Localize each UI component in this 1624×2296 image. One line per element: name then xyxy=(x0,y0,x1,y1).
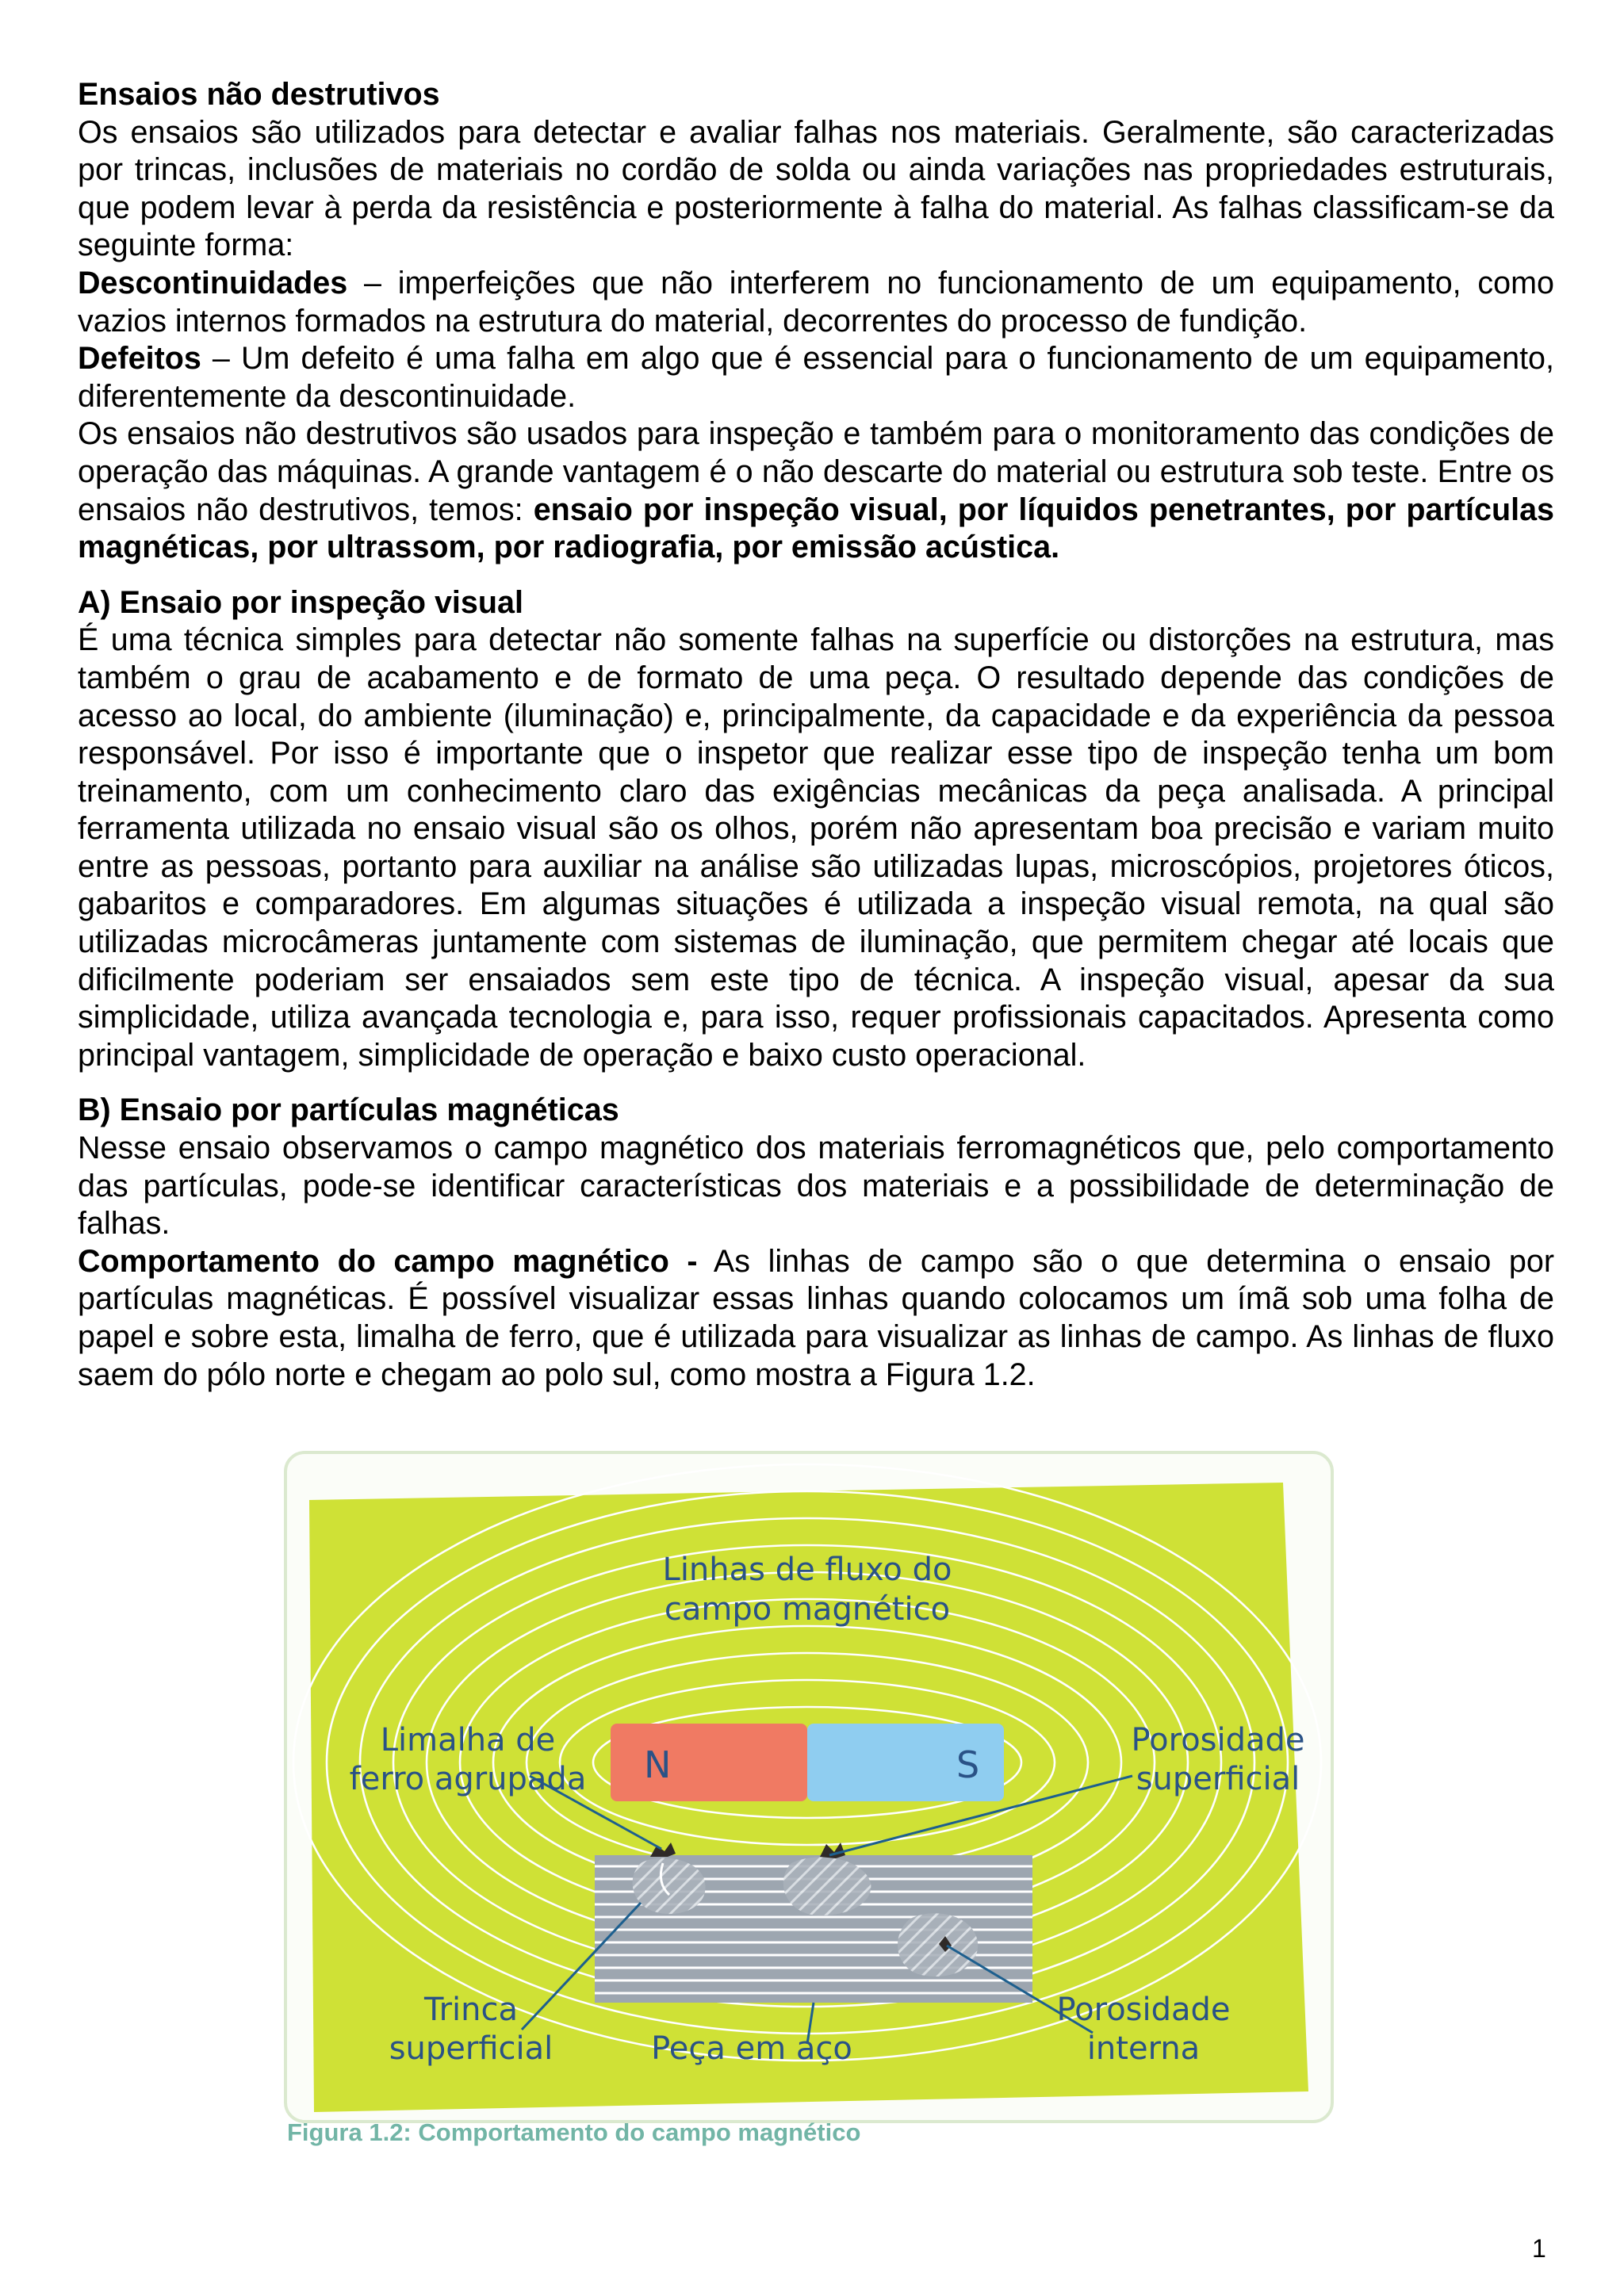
section-a-paragraph: É uma técnica simples para detectar não somente falhas na superfície ou distorções na estrutura, mas também o grau de acabamento e de formato de uma peça. O resultado depende das condições de acesso ao local, do ambiente (iluminação) e, principalmente, da capacidade e da experiência da pessoa responsável. Por isso é importante que o inspetor que realizar esse tipo de inspeção tenha um bom treinamento, com um conhecimento claro das exigências mecânicas da peça analisada. A principal ferramenta utilizada no ensaio visual são os olhos, porém não apresentam boa precisão e variam muito entre as pessoas, portanto para auxiliar na análise são utilizadas lupas, microscópios, projetores óticos, gabaritos e comparadores. Em algumas situações é utilizada a inspeção visual remota, na qual são utilizadas microcâmeras juntamente com sistemas de iluminação, que permitem chegar até locais que dificilmente poderiam ser ensaiados sem este tipo de técnica. A inspeção visual, apesar da sua simplicidade, utiliza avançada tecnologia e, para isso, requer profissionais capacitados. Apresenta como principal vantagem, simplicidade de operação e baixo custo operacional. xyxy=(78,622,1554,1073)
figure-illustration xyxy=(284,1451,1331,2130)
field-behavior-term: Comportamento do campo magnético - xyxy=(78,1243,698,1279)
filings-label-line2: ferro agrupada xyxy=(349,1761,587,1797)
discontinuities-text: – imperfeições que não interferem no funcionamento de um equipamento, como vazios internos formados na estrutura do material, decorrentes do processo de fundição. xyxy=(78,265,1554,339)
north-pole xyxy=(611,1724,807,1801)
defects-term: Defeitos xyxy=(78,341,201,377)
defects-paragraph xyxy=(78,340,1554,415)
internal-porosity-hatch xyxy=(898,1913,978,1976)
document-title: Ensaios não destrutivos xyxy=(78,77,440,112)
surface-porosity-label-line1: Porosidade xyxy=(1131,1722,1305,1758)
flux-label-line1: Linhas de fluxo do xyxy=(662,1552,952,1588)
north-pole-label: N xyxy=(644,1743,672,1786)
flux-label-line2: campo magnético xyxy=(664,1591,951,1628)
crack-label-line2: superficial xyxy=(389,2030,553,2067)
field-behavior-paragraph xyxy=(78,1243,1554,1394)
usage-paragraph xyxy=(78,415,1554,566)
filings-label-line1: Limalha de xyxy=(380,1722,556,1758)
section-a-heading: A) Ensaio por inspeção visual xyxy=(78,584,523,620)
section-b-heading: B) Ensaio por partículas magnéticas xyxy=(78,1093,619,1128)
steel-part xyxy=(595,1843,1032,2003)
internal-porosity-label-line2: interna xyxy=(1086,2030,1201,2067)
surface-porosity-label-line2: superficial xyxy=(1136,1761,1300,1797)
steel-part-label: Peça em aço xyxy=(651,2030,852,2067)
defects-text: – Um defeito é uma falha em algo que é essencial para o funcionamento de um equipamento, diferentemente da descontinuidade. xyxy=(78,341,1554,414)
usage-bold-list: ensaio por inspeção visual, por líquidos penetrantes, por partículas magnéticas, por ultrassom, por radiografia, por emissão acústica. xyxy=(78,492,1555,565)
crack-label-line1: Trinca xyxy=(424,1992,518,2028)
south-pole-label: S xyxy=(956,1743,980,1786)
intro-paragraph: Os ensaios são utilizados para detectar e avaliar falhas nos materiais. Geralmente, são caracterizadas por trincas, inclusões de materiais no cordão de solda ou ainda variações nas propriedades estruturais, que podem levar à perda da resistência e posteriormente à falha do material. As falhas classificam-se da seguinte forma: xyxy=(78,114,1554,263)
usage-text: Os ensaios não destrutivos são usados para inspeção e também para o monitoramento das condições de operação das máquinas. A grande vantagem é o não descarte do material ou estrutura sob teste. Entre os ensaios não destrutivos, temos: xyxy=(78,416,1554,527)
discontinuities-paragraph xyxy=(78,265,1554,340)
section-b-paragraph: Nesse ensaio observamos o campo magnético dos materiais ferromagnéticos que, pelo comportamento das partículas, pode-se identificar características dos materiais e a possibilidade de determinação de falhas. xyxy=(78,1131,1554,1242)
internal-porosity-label-line1: Porosidade xyxy=(1056,1992,1231,2028)
page-number: 1 xyxy=(1532,2234,1546,2263)
discontinuities-term: Descontinuidades xyxy=(78,265,348,300)
field-behavior-text: As linhas de campo são o que determina o ensaio por partículas magnéticas. É possível visualizar essas linhas quando colocamos um ímã sob uma folha de papel e sobre esta, limalha de ferro, que é utilizada para visualizar as linhas de campo. As linhas de fluxo saem do pólo norte e chegam ao polo sul, como mostra a Figura 1.2. xyxy=(78,1243,1555,1392)
figure-magnetic-field xyxy=(284,1451,1331,2130)
document-body xyxy=(78,76,1554,1394)
figure-caption: Figura 1.2: Comportamento do campo magnético xyxy=(287,2118,861,2146)
